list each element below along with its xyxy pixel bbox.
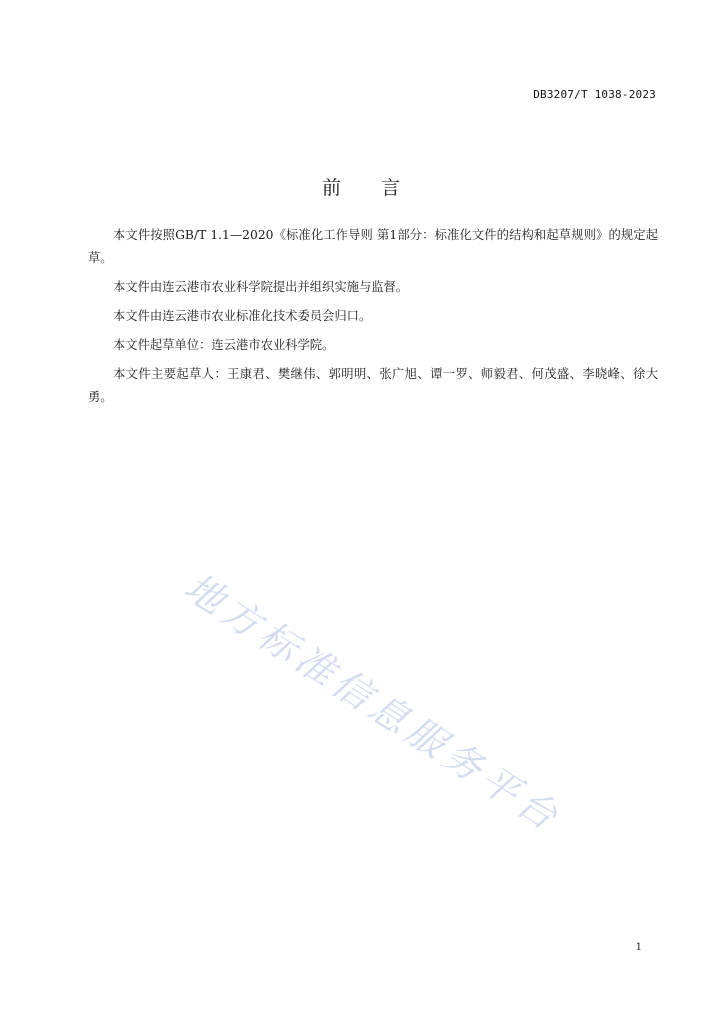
foreword-body xyxy=(88,224,658,415)
title-char-1: 前 xyxy=(321,176,343,199)
document-code: DB3207/T 1038-2023 xyxy=(533,88,656,101)
paragraph-drafting-basis: 本文件按照GB/T 1.1—2020《标准化工作导则 第1部分：标准化文件的结构和起草规则》的规定起草。 xyxy=(88,228,658,265)
title-char-2: 言 xyxy=(381,176,403,199)
page-title xyxy=(0,173,724,200)
paragraph-proposer: 本文件由连云港市农业科学院提出并组织实施与监督。 xyxy=(113,280,409,294)
page-number: 1 xyxy=(635,942,642,953)
paragraph-drafting-unit: 本文件起草单位：连云港市农业科学院。 xyxy=(113,338,335,352)
watermark: 地方标准信息服务平台 xyxy=(176,564,570,842)
paragraph-responsible-committee: 本文件由连云港市农业标准化技术委员会归口。 xyxy=(113,309,372,323)
paragraph-drafters: 本文件主要起草人：王康君、樊继伟、郭明明、张广旭、谭一罗、师毅君、何茂盛、李晓峰、徐大勇。 xyxy=(88,367,658,404)
